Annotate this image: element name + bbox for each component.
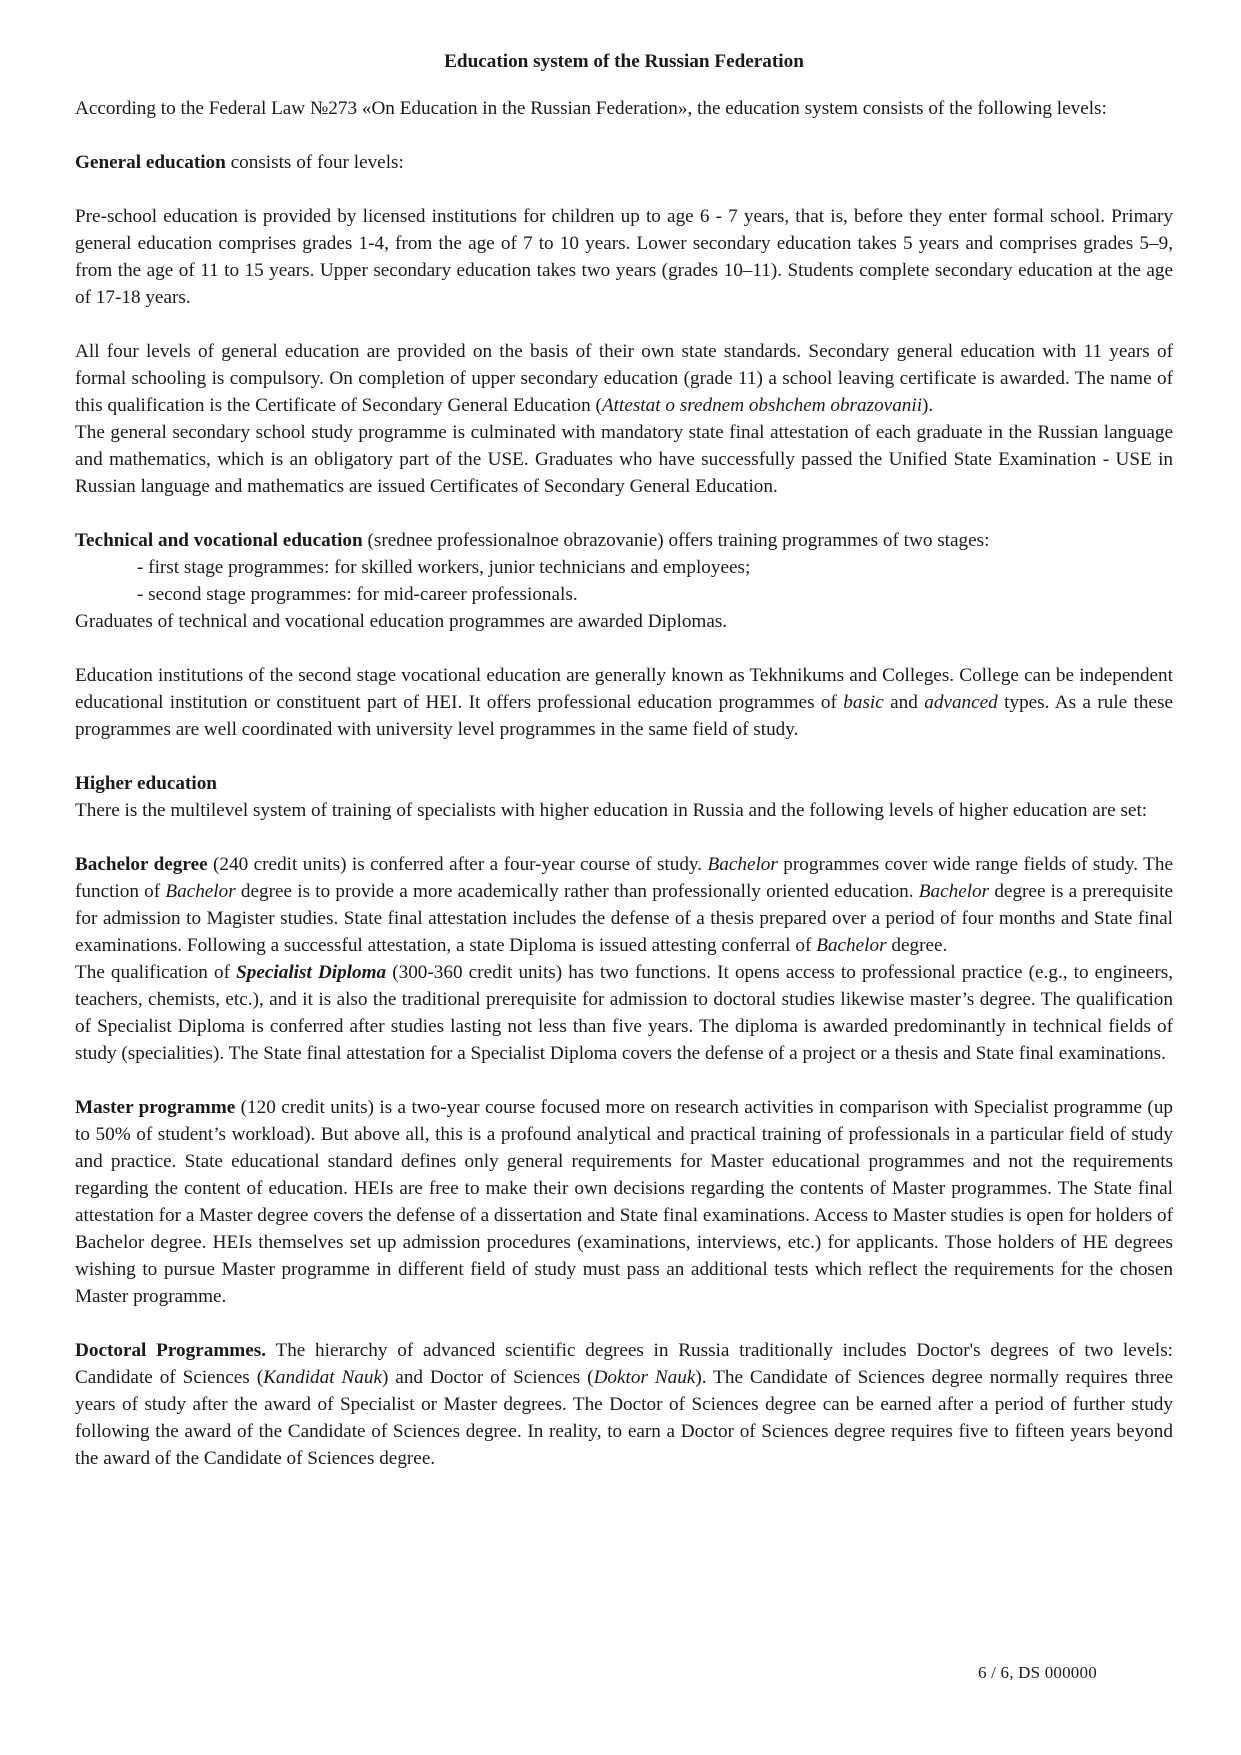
general-education-standards-paragraph: All four levels of general education are provided on the basis of their own state standards. Secondary general education with 11 years of formal schooling is compulsory. On completion of upper secondary education (grade 11) a school leaving certificate is awarded. The name of this qualification is the Certificate of Secondary General Education (Attestat o srednem obshchem obrazovanii). [75, 341, 1173, 416]
bachelor-heading: Bachelor degree [75, 854, 208, 875]
page-footer: 6 / 6, DS 000000 [978, 1663, 1097, 1682]
doctoral-paragraph: Doctoral Programmes. The hierarchy of advanced scientific degrees in Russia traditionally includes Doctor's degrees of two levels: Candidate of Sciences (Kandidat Nauk) and Doctor of Sciences (Doktor Nauk). The Candidate of Sciences degree normally requires three years of study after the award of Specialist or Master degrees. The Doctor of Sciences degree can be earned after a period of further study following the award of the Candidate of Sciences degree. In reality, to earn a Doctor of Sciences degree requires five to fifteen years beyond the award of the Candidate of Sciences degree. [75, 1340, 1173, 1469]
technical-stages-list [75, 554, 1173, 608]
general-education-heading: General education [75, 152, 226, 173]
specialist-paragraph: The qualification of Specialist Diploma (300-360 credit units) has two functions. It opens access to professional practice (e.g., to engineers, teachers, chemists, etc.), and it is also the traditional prerequisite for admission to doctoral studies likewise master’s degree. The qualification of Specialist Diploma is conferred after studies lasting not less than five years. The diploma is awarded predominantly in technical fields of study (specialities). The State final attestation for a Specialist Diploma covers the defense of a project or a thesis and State final examinations. [75, 962, 1173, 1064]
general-education-attestation-paragraph: The general secondary school study programme is culminated with mandatory state final attestation of each graduate in the Russian language and mathematics, which is an obligatory part of the USE. Graduates who have successfully passed the Unified State Examination - USE in Russian language and mathematics are issued Certificates of Secondary General Education. [75, 422, 1173, 497]
general-education-heading-paragraph [75, 149, 1173, 176]
master-heading: Master programme [75, 1097, 236, 1118]
general-education-heading-rest: consists of four levels: [225, 152, 404, 173]
document-page [75, 48, 1173, 1499]
specialist-diploma-term: Specialist Diploma [236, 962, 387, 983]
technical-graduates-paragraph: Graduates of technical and vocational education programmes are awarded Diplomas. [75, 611, 728, 632]
intro-paragraph: According to the Federal Law №273 «On Education in the Russian Federation», the education system consists of the following levels: [75, 98, 1107, 119]
doctoral-heading: Doctoral Programmes. [75, 1340, 267, 1361]
document-title: Education system of the Russian Federation [444, 51, 804, 72]
higher-education-intro-paragraph: There is the multilevel system of training of specialists with higher education in Russia and the following levels of higher education are set: [75, 800, 1148, 821]
technical-education-heading: Technical and vocational education [75, 530, 363, 551]
bachelor-paragraph: Bachelor degree (240 credit units) is conferred after a four-year course of study. Bachelor programmes cover wide range fields of study. The function of Bachelor degree is to provide a more academically rather than professionally oriented education. Bachelor degree is a prerequisite for admission to Magister studies. State final attestation includes the defense of a thesis prepared over a period of four months and State final examinations. Following a successful attestation, a state Diploma is issued attesting conferral of Bachelor degree. [75, 854, 1173, 956]
advanced-term: advanced [924, 692, 998, 713]
attestat-term: Attestat o srednem obshchem obrazovanii [601, 395, 923, 416]
technical-institutions-paragraph: Education institutions of the second stage vocational education are generally known as Tekhnikums and Colleges. College can be independent educational institution or constituent part of HEI. It offers professional education programmes of basic and advanced types. As a rule these programmes are well coordinated with university level programmes in the same field of study. [75, 665, 1173, 740]
basic-term: basic [843, 692, 884, 713]
higher-education-heading: Higher education [75, 773, 217, 794]
technical-education-heading-paragraph: Technical and vocational education (srednee professionalnoe obrazovanie) offers training programmes of two stages: [75, 530, 990, 551]
list-item: - second stage programmes: for mid-career professionals. [137, 584, 578, 605]
master-paragraph: Master programme (120 credit units) is a two-year course focused more on research activities in comparison with Specialist programme (up to 50% of student’s workload). But above all, this is a profound analytical and practical training of professionals in a particular field of study and practice. State educational standard defines only general requirements for Master educational programmes and not the requirements regarding the content of education. HEIs are free to make their own decisions regarding the contents of Master programmes. The State final attestation for a Master degree covers the defense of a dissertation and State final examinations. Access to Master studies is open for holders of Bachelor degree. HEIs themselves set up admission procedures (examinations, interviews, etc.) for applicants. Those holders of HE degrees wishing to pursue Master programme in different field of study must pass an additional tests which reflect the requirements for the chosen Master programme. [75, 1097, 1174, 1307]
list-item: - first stage programmes: for skilled workers, junior technicians and employees; [137, 557, 751, 578]
general-education-levels-paragraph: Pre-school education is provided by licensed institutions for children up to age 6 - 7 years, that is, before they enter formal school. Primary general education comprises grades 1-4, from the age of 7 to 10 years. Lower secondary education takes 5 years and comprises grades 5–9, from the age of 11 to 15 years. Upper secondary education takes two years (grades 10–11). Students complete secondary education at the age of 17-18 years. [75, 206, 1173, 308]
higher-education-heading-paragraph [75, 770, 1173, 797]
